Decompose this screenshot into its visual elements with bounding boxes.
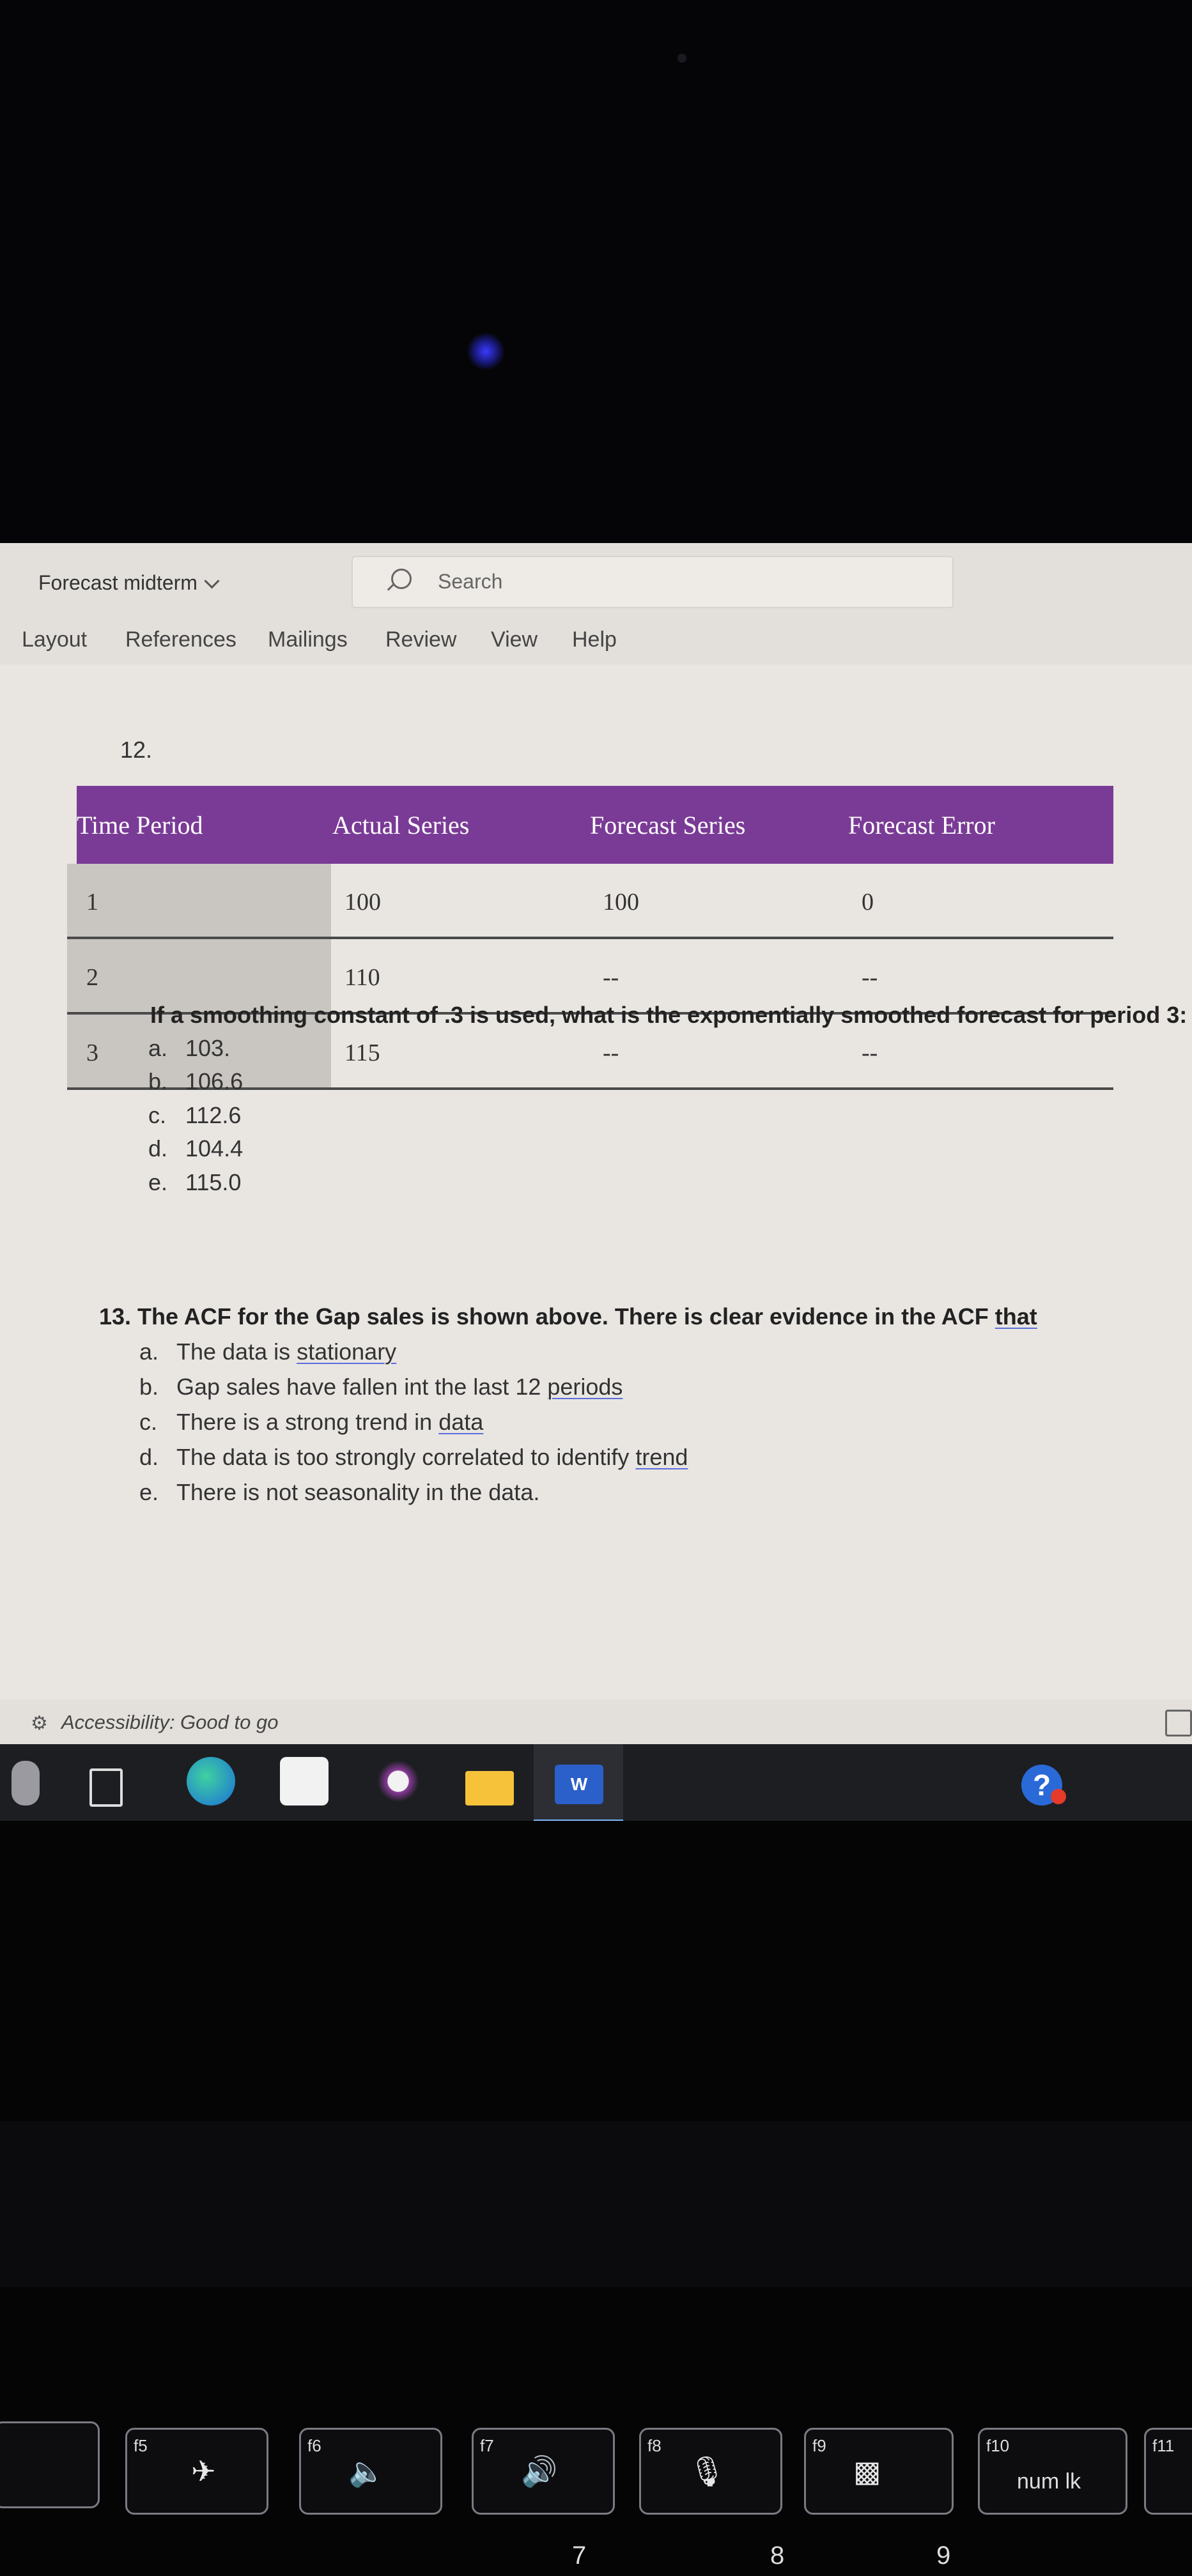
focus-mode-icon[interactable] xyxy=(1165,1710,1192,1736)
option-text-underlined: stationary xyxy=(297,1338,397,1365)
document-title: Forecast midterm xyxy=(38,571,197,594)
edge-icon[interactable] xyxy=(187,1757,235,1805)
option-text-underlined: trend xyxy=(635,1444,688,1470)
key-f10 xyxy=(978,2428,1127,2515)
option-text: 103. xyxy=(185,1035,231,1061)
store-icon[interactable] xyxy=(280,1757,329,1805)
task-view-icon[interactable] xyxy=(89,1768,123,1807)
table-cell: 100 xyxy=(603,889,639,916)
file-explorer-icon[interactable] xyxy=(465,1771,514,1805)
tab-help[interactable]: Help xyxy=(572,627,617,652)
option-e xyxy=(148,1169,241,1196)
table-header xyxy=(77,786,1113,864)
row-shade xyxy=(67,864,331,939)
key-label: 9 xyxy=(936,2542,951,2570)
option-letter: a. xyxy=(148,1035,168,1061)
option-text: The data is xyxy=(176,1338,297,1365)
option-text-underlined: data xyxy=(438,1409,484,1435)
key-f8 xyxy=(639,2428,782,2515)
option-text: The data is too strongly correlated to identify xyxy=(176,1444,636,1470)
header-time-period: Time Period xyxy=(77,811,203,839)
key xyxy=(0,2421,100,2508)
help-icon[interactable]: ? xyxy=(1021,1765,1062,1805)
airplane-icon: ✈ xyxy=(191,2455,216,2488)
volume-up-icon: 🔊 xyxy=(521,2455,558,2488)
numlock-label: num lk xyxy=(1017,2469,1081,2494)
tab-references[interactable]: References xyxy=(125,627,236,652)
option-text: There is a strong trend in xyxy=(176,1409,439,1435)
tab-review[interactable]: Review xyxy=(385,627,457,652)
key-label: f7 xyxy=(480,2436,494,2455)
option-letter: c. xyxy=(139,1409,158,1435)
search-input[interactable] xyxy=(352,556,954,608)
question-number: 12. xyxy=(120,737,153,763)
table-cell: -- xyxy=(603,964,619,991)
option-b xyxy=(148,1068,243,1095)
ribbon-tabs xyxy=(0,613,1192,664)
tab-mailings[interactable]: Mailings xyxy=(268,627,348,652)
mic-mute-icon: 🎙 xyxy=(688,2455,726,2488)
table-cell: -- xyxy=(862,1039,878,1066)
key-label: f5 xyxy=(134,2436,148,2455)
notification-badge xyxy=(1051,1789,1066,1804)
q13-option-e xyxy=(139,1479,539,1506)
taskbar xyxy=(0,1744,1192,1821)
option-text: 115.0 xyxy=(185,1169,242,1195)
key-label: f9 xyxy=(812,2436,826,2455)
table-cell: 0 xyxy=(862,889,874,916)
word-window xyxy=(0,543,1192,1821)
option-letter: a. xyxy=(139,1338,159,1365)
key-label: 8 xyxy=(770,2542,785,2570)
accessibility-icon: ⚙ xyxy=(31,1713,48,1734)
option-text: 104.4 xyxy=(185,1135,244,1162)
question13-prompt xyxy=(99,1303,1037,1330)
option-c xyxy=(148,1102,241,1129)
accessibility-status[interactable]: Accessibility: Good to go xyxy=(61,1711,279,1733)
option-letter: b. xyxy=(139,1374,159,1400)
microphone-icon[interactable] xyxy=(12,1761,40,1805)
tab-view[interactable]: View xyxy=(491,627,538,652)
key-f11 xyxy=(1144,2428,1192,2515)
key-f7 xyxy=(472,2428,615,2515)
document-body[interactable] xyxy=(0,664,1192,1699)
key-f9 xyxy=(804,2428,954,2515)
option-letter: c. xyxy=(148,1102,167,1128)
key-label: f11 xyxy=(1152,2436,1175,2455)
table-cell: 3 xyxy=(86,1039,98,1066)
document-title-button[interactable] xyxy=(38,571,217,595)
option-text: There is not seasonality in the data. xyxy=(176,1479,540,1505)
search-icon xyxy=(391,569,412,589)
table-cell: 1 xyxy=(86,889,98,916)
table-cell: -- xyxy=(603,1039,619,1066)
question13-prompt-end: that xyxy=(995,1303,1037,1330)
status-light xyxy=(467,332,505,371)
option-letter: b. xyxy=(148,1068,168,1094)
option-letter: d. xyxy=(148,1135,168,1162)
key-label: f8 xyxy=(647,2436,662,2455)
tab-layout[interactable]: Layout xyxy=(22,627,88,652)
table-cell: 110 xyxy=(344,964,380,991)
option-text: 106.6 xyxy=(185,1068,244,1094)
header-forecast-series: Forecast Series xyxy=(590,811,746,839)
backlight-icon: ▩ xyxy=(853,2455,881,2488)
snipping-tool-icon[interactable] xyxy=(374,1757,422,1805)
option-text-underlined: periods xyxy=(547,1374,623,1400)
volume-down-icon: 🔈 xyxy=(348,2455,385,2488)
q13-option-b xyxy=(139,1374,623,1400)
laptop-bezel xyxy=(0,0,1192,543)
key-label: f10 xyxy=(986,2436,1010,2455)
option-letter: d. xyxy=(139,1444,159,1470)
key-f5 xyxy=(125,2428,268,2515)
option-letter: e. xyxy=(148,1169,168,1195)
key-label: f6 xyxy=(307,2436,321,2455)
question13-prompt-text: 13. The ACF for the Gap sales is shown above. There is clear evidence in the ACF xyxy=(99,1303,995,1330)
search-placeholder: Search xyxy=(438,570,503,593)
header-actual-series: Actual Series xyxy=(332,811,470,839)
q13-option-a xyxy=(139,1338,396,1365)
option-letter: e. xyxy=(139,1479,159,1505)
table-cell: -- xyxy=(862,964,878,991)
question12-prompt: If a smoothing constant of .3 is used, what is the exponentially smoothed forecast for period 3: xyxy=(150,1002,1188,1028)
webcam-icon xyxy=(677,54,686,63)
option-a xyxy=(148,1035,230,1062)
table-cell: 100 xyxy=(344,889,381,916)
option-text: 112.6 xyxy=(185,1102,242,1128)
q13-option-d xyxy=(139,1444,688,1471)
q13-option-c xyxy=(139,1409,483,1436)
header-forecast-error: Forecast Error xyxy=(848,811,995,839)
word-icon[interactable]: W xyxy=(555,1765,603,1804)
table-cell: 2 xyxy=(86,964,98,991)
option-text: Gap sales have fallen int the last 12 xyxy=(176,1374,548,1400)
chevron-down-icon xyxy=(204,573,219,588)
key-label: 7 xyxy=(572,2542,587,2570)
table-row xyxy=(67,864,1113,939)
title-bar xyxy=(0,543,1192,613)
option-d xyxy=(148,1135,243,1162)
keyboard-deck xyxy=(0,2121,1192,2287)
table-cell: 115 xyxy=(344,1039,380,1066)
key-f6 xyxy=(299,2428,442,2515)
status-bar xyxy=(0,1699,1192,1744)
